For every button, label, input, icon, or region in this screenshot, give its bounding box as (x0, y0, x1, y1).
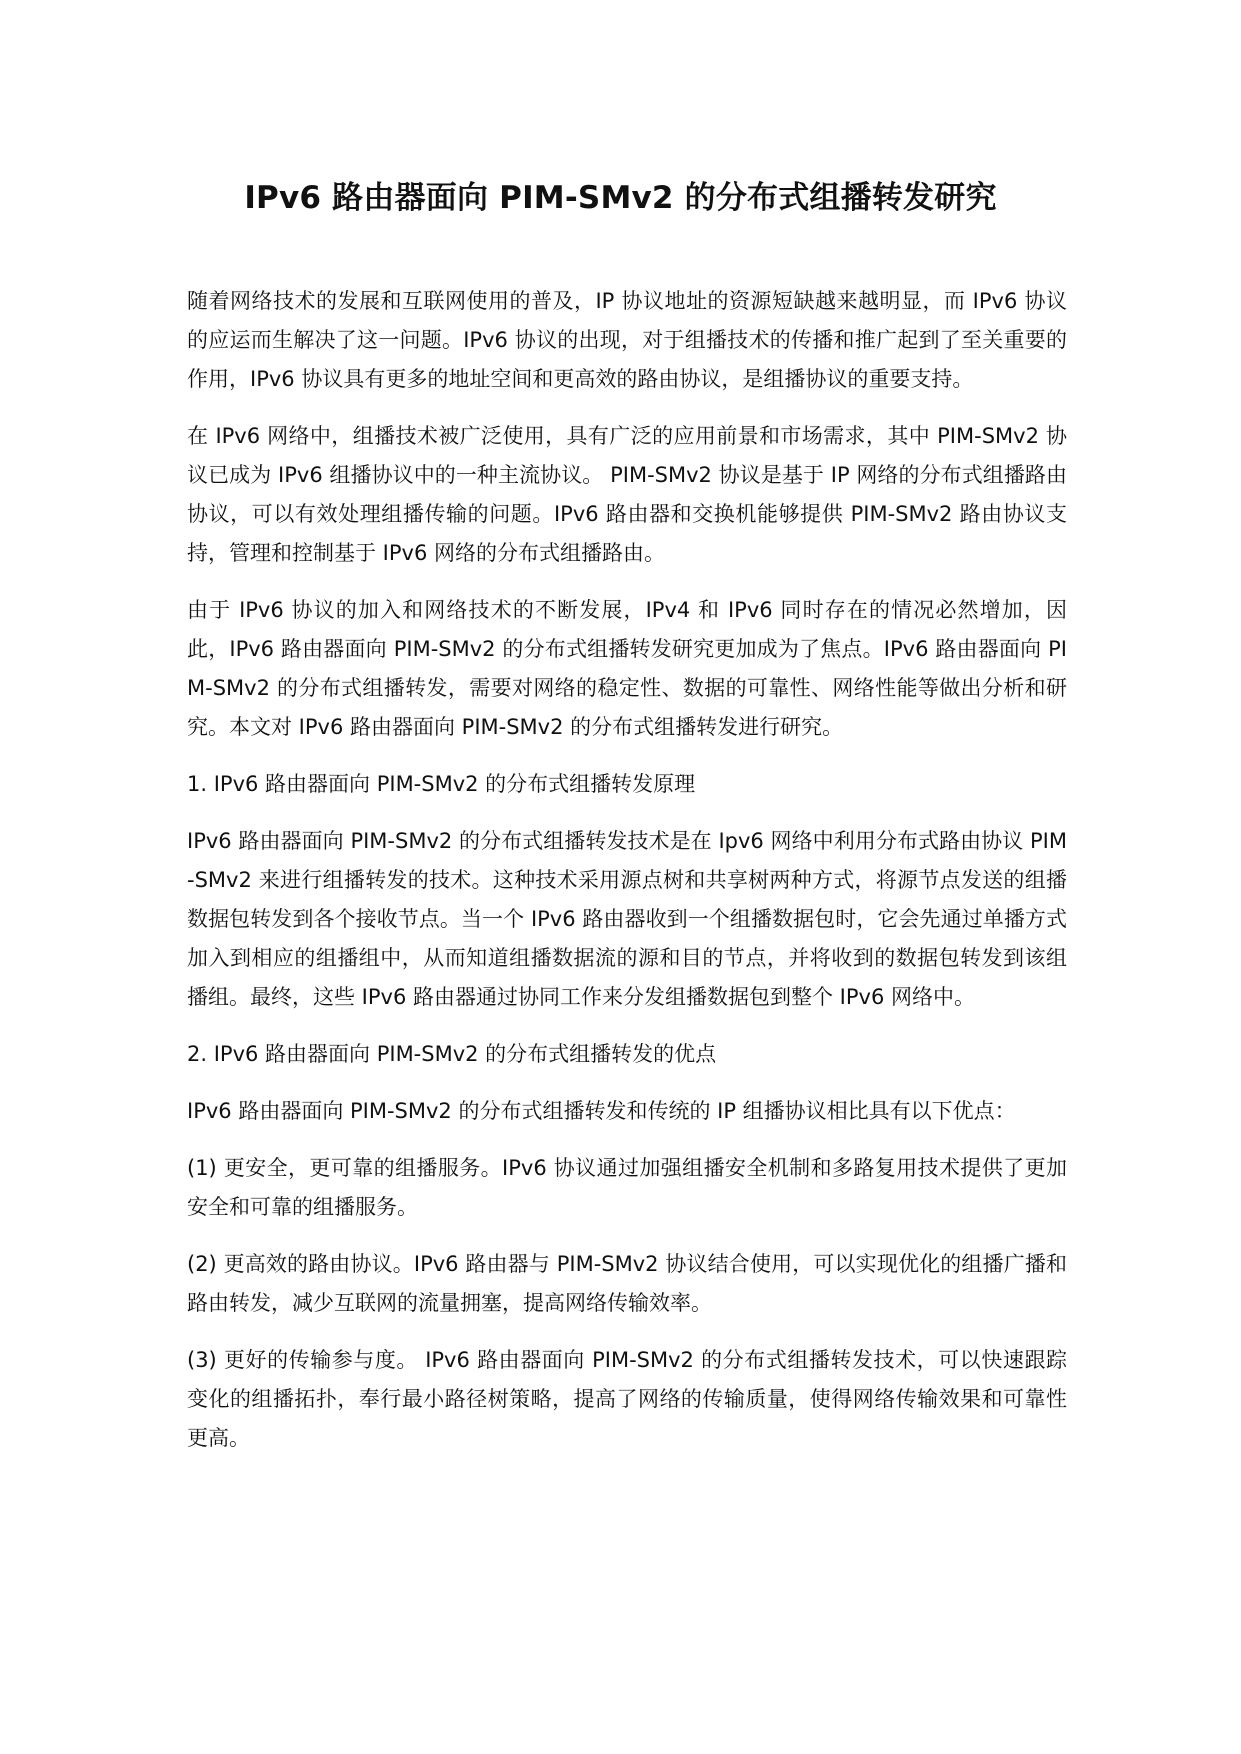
paragraph-advantage-2: (2) 更高效的路由协议。IPv6 路由器与 PIM-SMv2 协议结合使用，可以实现优化的组播广播和路由转发，减少互联网的流量拥塞，提高网络传输效率。 (187, 1252, 1067, 1315)
paragraph-ipv6-network: 在 IPv6 网络中，组播技术被广泛使用，具有广泛的应用前景和市场需求，其中 PIM-SMv2 协议已成为 IPv6 组播协议中的一种主流协议。 PIM-SMv2 协议是基于 IP 网络的分布式组播路由协议，可以有效处理组播传输的问题。IPv6 路由器和交换机能够提供 PIM-SMv2 路由协议支持，管理和控制基于 IPv6 网络的分布式组播路由。 (187, 424, 1067, 565)
section-heading-principle: 1. IPv6 路由器面向 PIM-SMv2 的分布式组播转发原理 (187, 772, 696, 796)
paragraph-intro: 随着网络技术的发展和互联网使用的普及，IP 协议地址的资源短缺越来越明显，而 IPv6 协议的应运而生解决了这一问题。IPv6 协议的出现，对于组播技术的传播和推广起到了至关重要的作用，IPv6 协议具有更多的地址空间和更高效的路由协议，是组播协议的重要支持。 (187, 289, 1067, 391)
paragraph-research-focus: 由于 IPv6 协议的加入和网络技术的不断发展，IPv4 和 IPv6 同时存在的情况必然增加，因此，IPv6 路由器面向 PIM-SMv2 的分布式组播转发研究更加成为了焦点。IPv6 路由器面向 PIM-SMv2 的分布式组播转发，需要对网络的稳定性、数据的可靠性、网络性能等做出分析和研究。本文对 IPv6 路由器面向 PIM-SMv2 的分布式组播转发进行研究。 (187, 598, 1067, 739)
paragraph-principle: IPv6 路由器面向 PIM-SMv2 的分布式组播转发技术是在 Ipv6 网络中利用分布式路由协议 PIM-SMv2 来进行组播转发的技术。这种技术采用源点树和共享树两种方式，将源节点发送的组播数据包转发到各个接收节点。当一个 IPv6 路由器收到一个组播数据包时，它会先通过单播方式加入到相应的组播组中，从而知道组播数据流的源和目的节点，并将收到的数据包转发到该组播组。最终，这些 IPv6 路由器通过协同工作来分发组播数据包到整个 IPv6 网络中。 (187, 829, 1067, 1009)
paragraph-advantage-3: (3) 更好的传输参与度。 IPv6 路由器面向 PIM-SMv2 的分布式组播转发技术，可以快速跟踪变化的组播拓扑，奉行最小路径树策略，提高了网络的传输质量，使得网络传输效果和可靠性更高。 (187, 1348, 1067, 1450)
paragraph-advantage-1: (1) 更安全，更可靠的组播服务。IPv6 协议通过加强组播安全机制和多路复用技术提供了更加安全和可靠的组播服务。 (187, 1156, 1067, 1219)
section-heading-advantages: 2. IPv6 路由器面向 PIM-SMv2 的分布式组播转发的优点 (187, 1042, 717, 1066)
paragraph-advantages-intro: IPv6 路由器面向 PIM-SMv2 的分布式组播转发和传统的 IP 组播协议相比具有以下优点： (187, 1099, 1016, 1123)
document-title: IPv6 路由器面向 PIM-SMv2 的分布式组播转发研究 (244, 180, 997, 216)
document-body (187, 282, 1067, 1476)
